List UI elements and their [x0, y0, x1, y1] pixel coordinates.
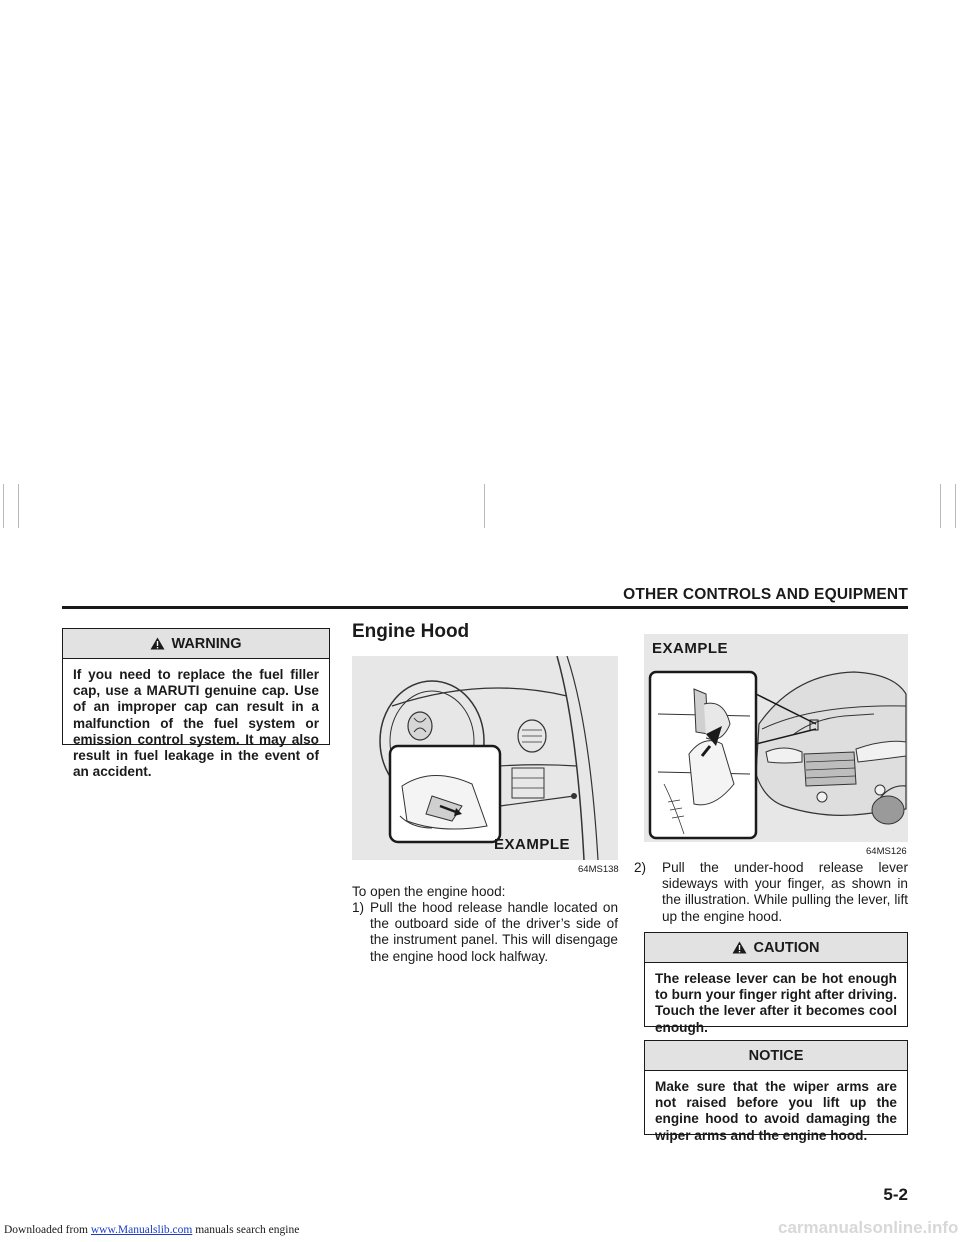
step-number: 2) — [634, 860, 647, 875]
step-text-body: Pull the hood release handle located on the outboard side of the driver’s side of the instrument panel. This will disengage the engine hood lock halfway. — [370, 900, 618, 964]
example-label: EXAMPLE — [494, 836, 571, 853]
notice-header — [645, 1041, 907, 1071]
notice-label: NOTICE — [748, 1047, 804, 1064]
car-hood-illustration — [644, 634, 908, 842]
caution-label: CAUTION — [753, 939, 820, 956]
warning-text: If you need to replace the fuel filler cap, use a MARUTI genuine cap. Use of an improper cap can result in a malfunction of the fuel system or emission control system. It may also result in fuel leakage in the event of an accident. — [73, 667, 319, 780]
warning-label: WARNING — [171, 635, 242, 652]
step-text-body: Pull the under-hood release lever sideways with your finger, as shown in the illustration. While pulling the lever, lift up the engine hood. — [662, 860, 908, 924]
page-title: Engine Hood — [352, 621, 470, 642]
header-rule — [62, 606, 908, 609]
step-number: 1) — [352, 900, 365, 915]
notice-text: Make sure that the wiper arms are not raised before you lift up the engine hood to avoid damaging the wiper arms and the engine hood. — [655, 1079, 897, 1143]
figure-code: 64MS126 — [866, 846, 907, 857]
caution-header — [645, 933, 907, 963]
caution-text: The release lever can be hot enough to burn your finger right after driving. Touch the lever after it becomes cool enough. — [655, 971, 897, 1035]
warning-triangle-icon — [732, 941, 747, 954]
caution-box — [644, 932, 908, 1035]
step-text — [634, 860, 908, 925]
figure-code: 64MS138 — [578, 864, 619, 875]
crop-mark — [940, 484, 941, 528]
manualslib-link[interactable]: www.Manualslib.com — [90, 1224, 193, 1236]
step-1 — [352, 900, 618, 965]
crop-mark — [955, 484, 956, 528]
dashboard-illustration — [352, 656, 618, 860]
crop-mark — [18, 484, 19, 528]
footer-prefix: Downloaded from — [4, 1224, 88, 1236]
step-2 — [634, 860, 908, 925]
section-header: OTHER CONTROLS AND EQUIPMENT — [623, 586, 908, 603]
example-label: EXAMPLE — [652, 640, 729, 657]
intro-text: To open the engine hood: — [352, 884, 506, 899]
watermark: carmanualsonline.info — [778, 1218, 959, 1237]
dashboard-drawing — [352, 656, 618, 860]
warning-header — [63, 629, 329, 659]
warning-triangle-icon — [150, 637, 165, 650]
warning-box — [62, 628, 330, 780]
download-footer — [4, 1224, 299, 1236]
step-text — [352, 900, 618, 965]
crop-mark — [484, 484, 485, 528]
car-drawing — [644, 634, 908, 842]
footer-suffix: manuals search engine — [192, 1224, 300, 1236]
crop-mark — [3, 484, 4, 528]
notice-box — [644, 1040, 908, 1143]
page-number: 5-2 — [883, 1185, 908, 1204]
